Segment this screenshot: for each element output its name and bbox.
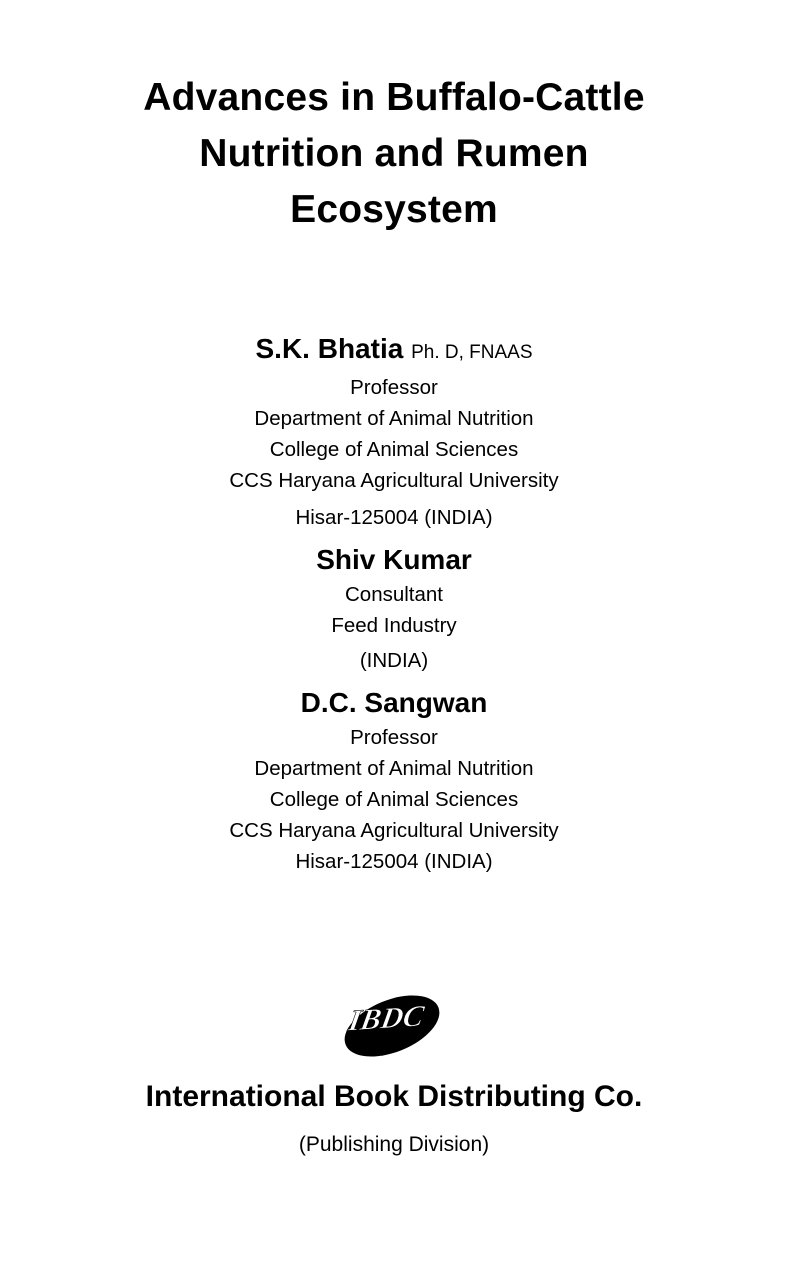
author-3-line-1: Professor xyxy=(350,726,438,749)
svg-text:IBDC: IBDC xyxy=(346,998,427,1038)
publisher-division: (Publishing Division) xyxy=(298,1133,490,1156)
author-1-degrees: Ph. D, FNAAS xyxy=(411,342,533,363)
author-1-line-1: Professor xyxy=(350,376,438,399)
author-1-line-2: Department of Animal Nutrition xyxy=(254,407,534,430)
author-1 xyxy=(0,330,788,533)
author-3-line-5: Hisar-125004 (INDIA) xyxy=(295,850,493,873)
book-title-line-1: Advances in Buffalo-Cattle xyxy=(143,76,645,119)
author-2 xyxy=(0,541,788,676)
book-title xyxy=(0,70,788,238)
author-1-name-text: S.K. Bhatia xyxy=(255,333,404,364)
author-3-line-2: Department of Animal Nutrition xyxy=(254,757,534,780)
author-2-line-1: Consultant xyxy=(344,583,443,606)
author-2-line-3: (INDIA) xyxy=(359,649,429,672)
book-title-line-2: Nutrition and Rumen xyxy=(199,132,589,175)
author-1-line-5: Hisar-125004 (INDIA) xyxy=(295,506,493,529)
author-2-name: Shiv Kumar xyxy=(316,544,472,575)
publisher-name: International Book Distributing Co. xyxy=(145,1080,643,1113)
authors-section xyxy=(0,330,788,877)
author-3-line-3: College of Animal Sciences xyxy=(269,788,519,811)
author-1-name xyxy=(0,330,788,372)
book-title-line-3: Ecosystem xyxy=(290,188,498,231)
author-2-line-2: Feed Industry xyxy=(331,614,457,637)
author-3-line-4: CCS Haryana Agricultural University xyxy=(229,819,559,842)
author-3 xyxy=(0,684,788,877)
publisher-logo-icon xyxy=(340,978,452,1058)
author-3-name: D.C. Sangwan xyxy=(300,687,488,718)
author-1-line-3: College of Animal Sciences xyxy=(269,438,519,461)
author-1-line-4: CCS Haryana Agricultural University xyxy=(229,469,559,492)
